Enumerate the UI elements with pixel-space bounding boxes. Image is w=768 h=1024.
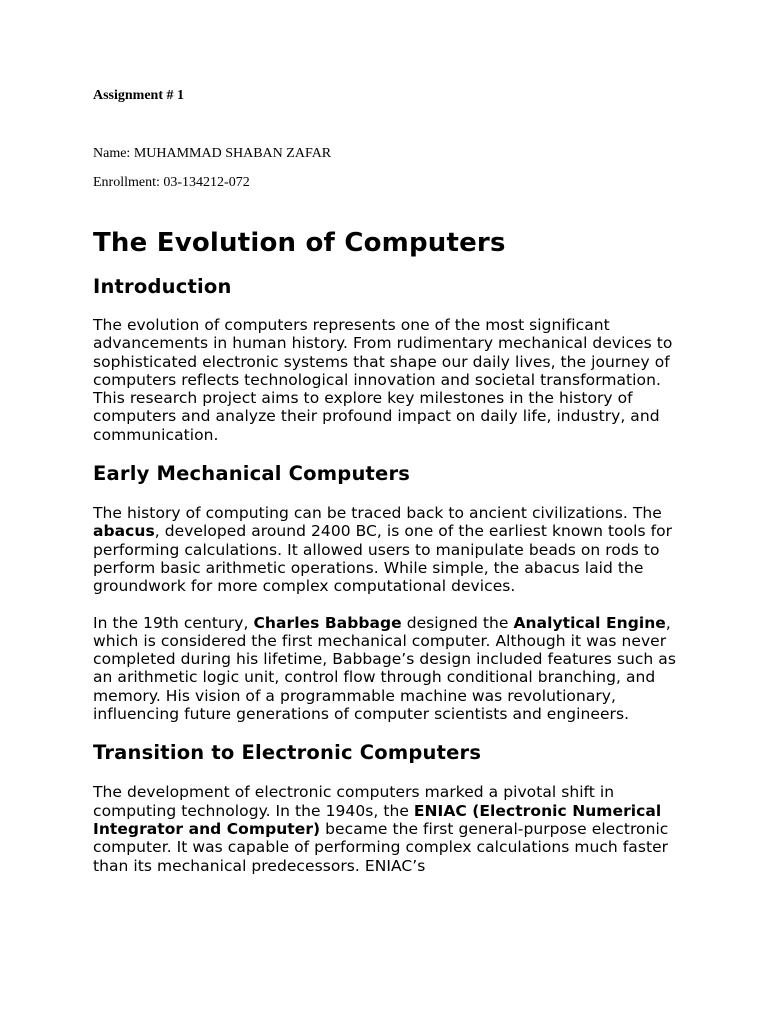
text-run: , developed around 2400 BC, is one of the earliest known tools for performing calculations. It allowed users to manipulate beads on rods to perform basic arithmetic operations. While simple, the abacus laid the groundwork for more complex computational devices. [93, 522, 673, 596]
enrollment-number: Enrollment: 03-134212-072 [93, 175, 250, 190]
bold-term-eniac: ENIAC (Electronic Numerical Integrator and Computer) [93, 801, 662, 838]
document-content [93, 86, 683, 875]
transition-paragraph-1 [93, 783, 683, 874]
early-mechanical-paragraph-2 [93, 614, 683, 724]
introduction-paragraph: The evolution of computers represents one of the most significant advancements in human history. From rudimentary mechanical devices to sophisticated electronic systems that shape our daily lives, the journey of computers reflects technological innovation and societal transformation. This research project aims to explore key milestones in the history of computers and analyze their profound impact on daily life, industry, and communication. [93, 316, 673, 444]
assignment-label: Assignment # 1 [93, 88, 185, 103]
document-title: The Evolution of Computers [93, 228, 506, 258]
bold-term-charles-babbage: Charles Babbage [253, 613, 402, 632]
text-run: The development of electronic computers marked a pivotal shift in computing technology. In the 1940s, the [93, 783, 615, 820]
student-name: Name: MUHAMMAD SHABAN ZAFAR [93, 146, 332, 161]
section-heading-introduction: Introduction [93, 275, 232, 298]
section-heading-transition-electronic: Transition to Electronic Computers [93, 741, 482, 765]
text-run: , which is considered the first mechanical computer. Although it was never completed during his lifetime, Babbage’s design included features such as an arithmetic logic unit, control flow through conditional branching, and memory. His vision of a programmable machine was revolutionary, influencing future generations of computer scientists and engineers. [93, 613, 676, 724]
bold-term-abacus: abacus [93, 522, 155, 541]
text-run: In the 19th century, [93, 613, 254, 632]
early-mechanical-paragraph-1 [93, 504, 683, 595]
text-run: The history of computing can be traced back to ancient civilizations. The [93, 504, 662, 523]
section-heading-early-mechanical: Early Mechanical Computers [93, 462, 411, 486]
text-run: became the first general-purpose electronic computer. It was capable of performing complex calculations much faster than its mechanical predecessors. ENIAC’s [93, 819, 669, 875]
text-run: designed the [401, 613, 514, 632]
bold-term-analytical-engine: Analytical Engine [513, 613, 666, 632]
